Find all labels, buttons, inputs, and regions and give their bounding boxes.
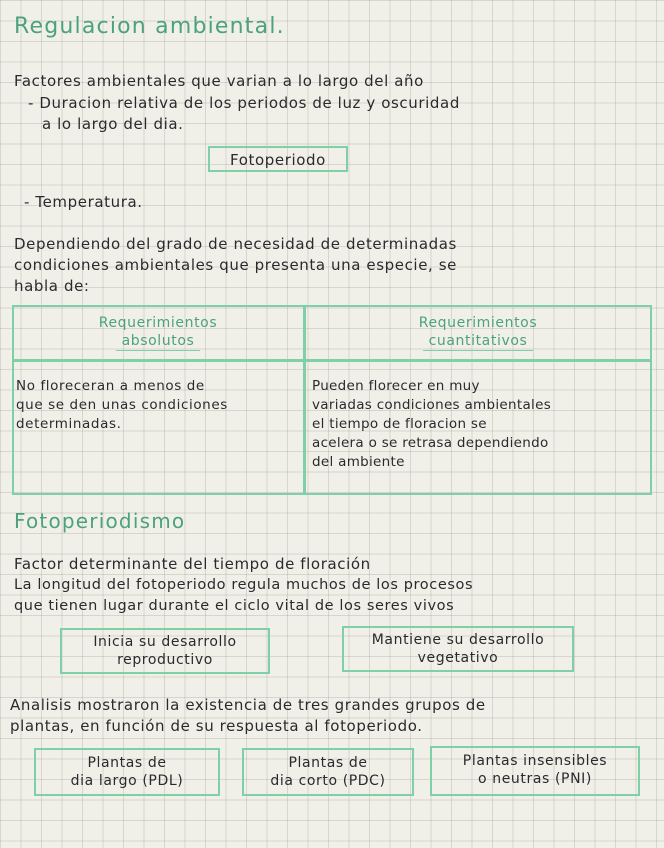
- text-line: Analisis mostraron la existencia de tres grandes grupos de: [10, 696, 486, 714]
- text-line: a lo largo del dia.: [42, 115, 184, 133]
- table-cell-absolutos: No floreceran a menos de que se den unas condiciones determinadas.: [16, 378, 228, 432]
- text-line: - Temperatura.: [24, 193, 143, 211]
- table-header-divider: [14, 359, 650, 362]
- text-line: Dependiendo del grado de necesidad de determinadas: [14, 235, 457, 253]
- mantiene-box: Mantiene su desarrollo vegetativo: [342, 626, 574, 672]
- section-title: Fotoperiodismo: [14, 509, 186, 533]
- text-line: - Duracion relativa de los periodos de luz y oscuridad: [28, 94, 460, 112]
- table-cell-cuantitativos: Pueden florecer en muy variadas condiciones ambientales el tiempo de floracion se acelera o se retrasa dependiendo del ambiente: [312, 378, 552, 470]
- table-header-cuantitativos: Requerimientos cuantitativos: [418, 315, 538, 349]
- text-line: plantas, en función de su respuesta al fotoperiodo.: [10, 717, 423, 735]
- text-line: habla de:: [14, 277, 90, 295]
- pni-box: Plantas insensibles o neutras (PNI): [430, 746, 640, 796]
- text-line: condiciones ambientales que presenta una especie, se: [14, 256, 458, 274]
- text-line: La longitud del fotoperiodo regula muchos de los procesos: [14, 577, 474, 593]
- fotoperiodo-box: [208, 146, 348, 172]
- table-header-absolutos: Requerimientos absolutos: [98, 315, 218, 349]
- inicia-box: Inicia su desarrollo reproductivo: [60, 628, 270, 674]
- page-title: Regulacion ambiental.: [14, 14, 285, 39]
- pdc-box: Plantas de dia corto (PDC): [242, 748, 414, 796]
- text-line: Factor determinante del tiempo de floración: [14, 555, 371, 573]
- fotoperiodo-label: Fotoperiodo: [230, 151, 326, 169]
- text-line: Factores ambientales que varian a lo largo del año: [14, 72, 424, 90]
- pdl-box: Plantas de dia largo (PDL): [34, 748, 220, 796]
- text-line: que tienen lugar durante el ciclo vital de los seres vivos: [14, 598, 455, 614]
